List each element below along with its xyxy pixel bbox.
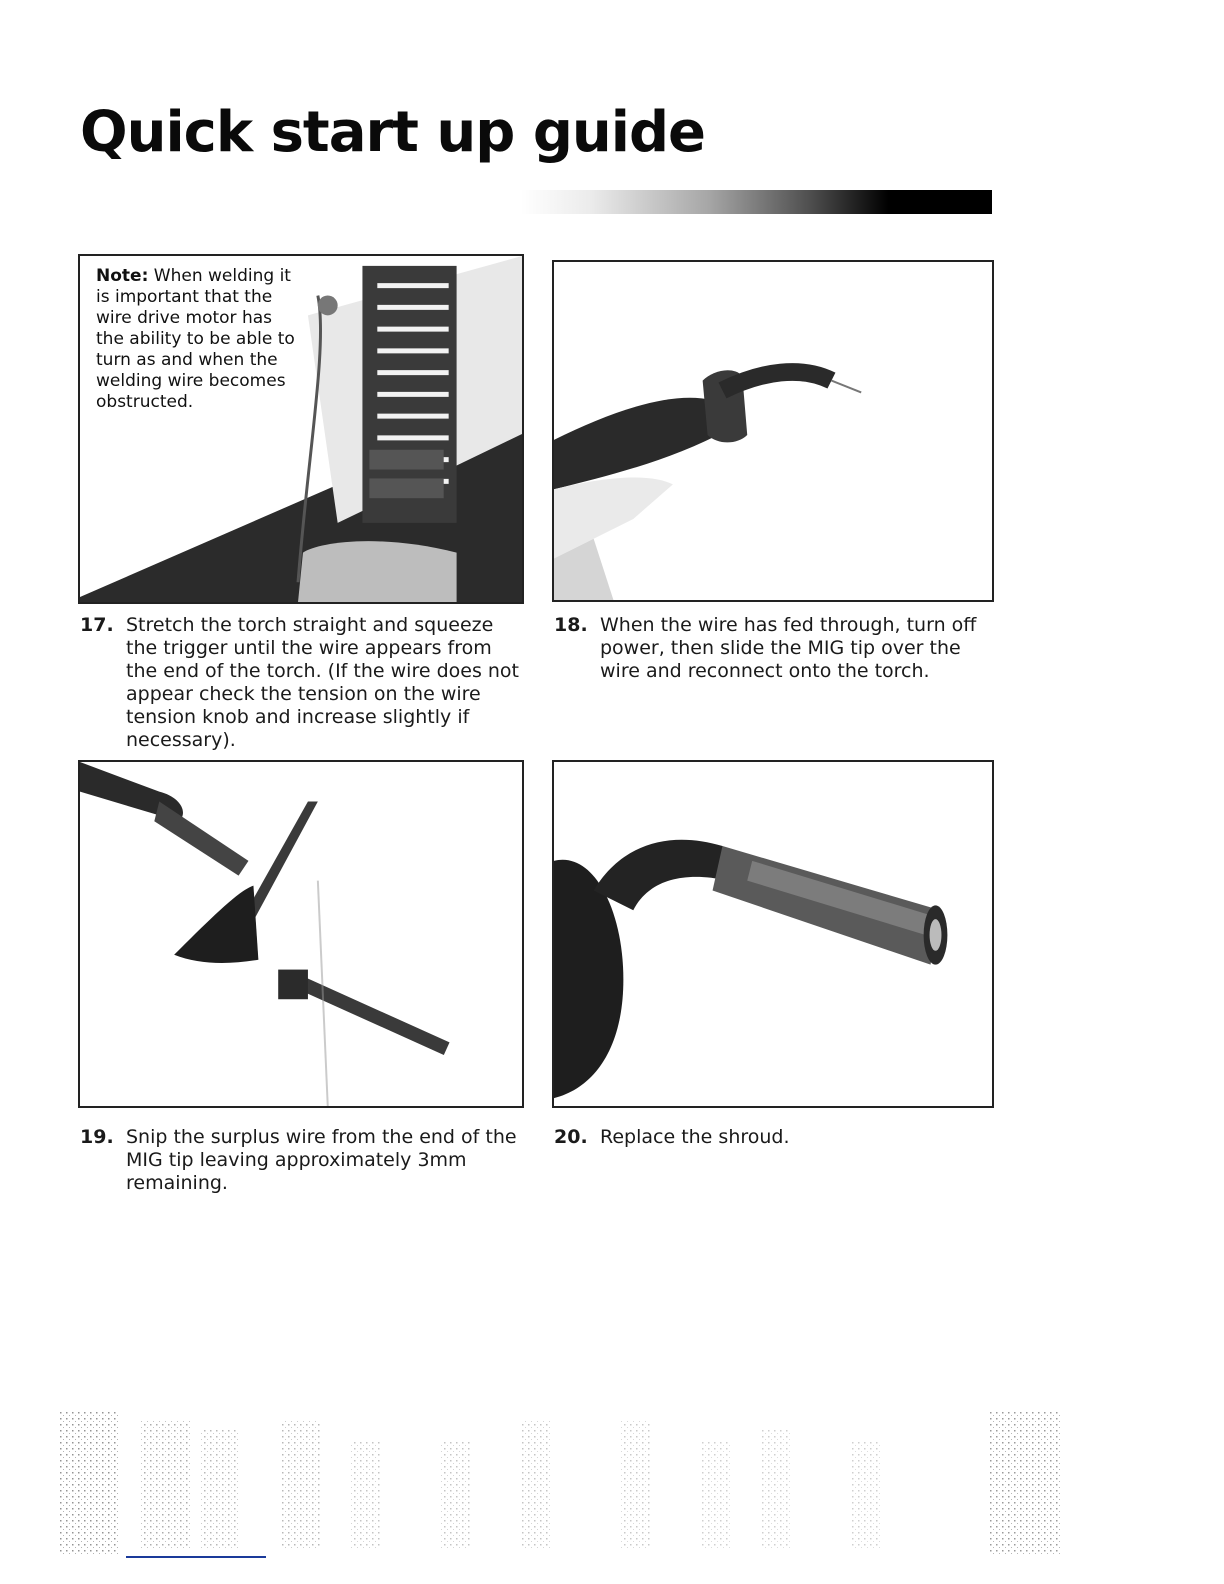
step-text: Snip the surplus wire from the end of the MIG tip leaving approximately 3mm remaining.: [126, 1126, 517, 1194]
footer-rule: [126, 1556, 266, 1558]
mig-tip-hand-image: [554, 262, 992, 600]
step-17: [80, 614, 530, 751]
note-text: When welding it is important that the wire drive motor has the ability to be able to turn as and when the welding wire becomes obstructed.: [96, 266, 295, 412]
photo-step-19: [78, 760, 524, 1108]
shroud-torch-image: [554, 762, 992, 1106]
step-text: When the wire has fed through, turn off power, then slide the MIG tip over the wire and reconnect onto the torch.: [600, 614, 977, 682]
step-number: 20.: [554, 1126, 588, 1148]
scan-noise-pattern: [60, 1400, 1070, 1560]
step-text: Replace the shroud.: [600, 1126, 790, 1148]
note-box: [96, 266, 296, 413]
photo-step-17: [78, 254, 524, 604]
step-18: [554, 614, 1004, 686]
photo-step-20: [552, 760, 994, 1108]
step-number: 17.: [80, 614, 114, 636]
step-19: [80, 1126, 530, 1198]
page-title: Quick start up guide: [80, 100, 706, 165]
step-text: Stretch the torch straight and squeeze the trigger until the wire appears from the end of the torch. (If the wire does not appear check the tension on the wire tension knob and increase slightly if necessary).: [126, 614, 519, 751]
title-underline-bar: [520, 190, 992, 214]
scan-noise-strip: [60, 1400, 1070, 1560]
wire-cutters-image: [80, 762, 522, 1106]
photo-step-18: [552, 260, 994, 602]
step-number: 18.: [554, 614, 588, 636]
step-number: 19.: [80, 1126, 114, 1148]
step-20: [554, 1126, 1004, 1156]
note-label: Note:: [96, 266, 149, 286]
